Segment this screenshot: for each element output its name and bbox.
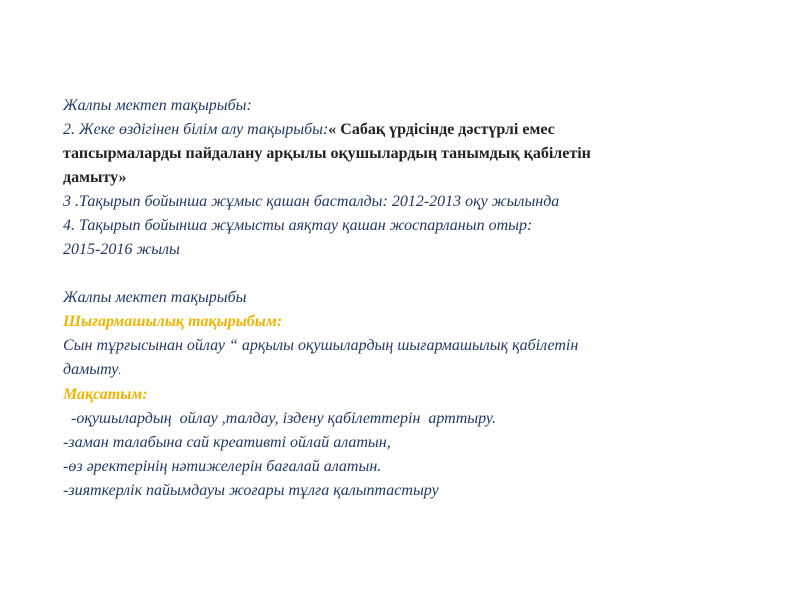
work-end-year: 2015-2016 жылы [63,241,180,258]
goals-title: Мақсатым: [63,386,148,403]
creative-topic-text-part1: Сын тұрғысынан ойлау “ арқылы оқушылардың шығармашылық қабілетін [63,337,579,354]
goal-item-2: -заман талабына сай креативті ойлай алатын, [63,434,391,451]
goal-item-3: -өз әректерінің нәтижелерін бағалай алатын. [63,458,382,475]
creative-topic-title: Шығармашылық тақырыбым: [63,313,283,330]
creative-topic-dot: . [118,365,122,377]
work-start-line: 3 .Тақырып бойынша жұмыс қашан басталды: 2012-2013 оқу жылында [63,193,560,210]
self-education-topic-label: 2. Жеке өздігінен білім алу тақырыбы: [63,121,329,138]
self-education-topic-line [63,118,753,142]
self-education-topic-title-part3: дамыту» [63,169,127,186]
text-content [63,94,753,503]
self-education-topic-title-part1: « Сабақ үрдісінде дәстүрлі емес [328,121,555,138]
work-end-line: 4. Тақырып бойынша жұмысты аяқтау қашан жоспарланып отыр: [63,217,533,234]
creative-topic-text-part2 [63,358,753,383]
goal-item-1: -оқушылардың ойлау ,талдау, іздену қабілеттерін арттыру. [63,410,496,427]
general-school-topic-heading: Жалпы мектеп тақырыбы: [63,97,252,114]
creative-topic-text-word: дамыту [63,361,119,378]
self-education-topic-title-part2: тапсырмаларды пайдалану арқылы оқушылардың танымдық қабілетін [63,145,591,162]
goal-item-4: -зияткерлік пайымдауы жоғары тұлға қалыптастыру [63,482,439,499]
general-school-topic-heading-2: Жалпы мектеп тақырыбы [63,289,247,306]
spacer [63,262,753,286]
